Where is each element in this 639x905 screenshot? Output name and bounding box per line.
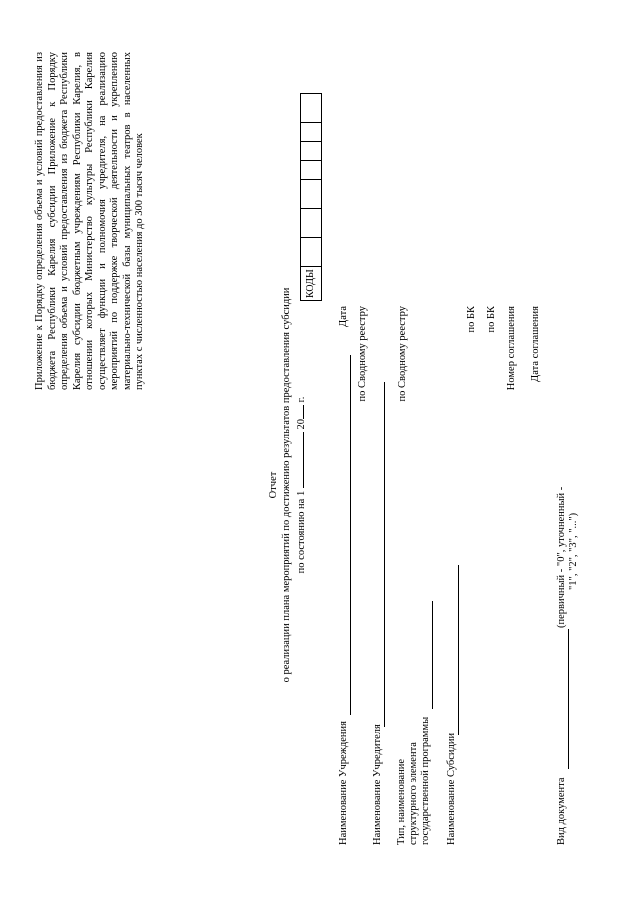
- code-cell-bk2[interactable]: [301, 142, 322, 161]
- code-cell-registry2[interactable]: [301, 180, 322, 209]
- field-institution-label: Наименование Учреждения: [338, 721, 349, 845]
- field-type-label-3: государственной программы: [420, 716, 431, 845]
- label-registry-1: по Сводному реестру: [357, 306, 368, 402]
- label-date: Дата: [338, 306, 349, 327]
- report-title: Отчет: [268, 471, 279, 499]
- date-prefix: по состоянию на 1: [296, 490, 307, 574]
- field-founder-line[interactable]: [384, 382, 385, 727]
- field-subsidy-label: Наименование Субсидии: [446, 732, 457, 845]
- date-year-blank[interactable]: [293, 405, 304, 419]
- date-year-prefix: 20: [296, 419, 307, 430]
- code-cell-bk1[interactable]: [301, 161, 322, 180]
- field-subsidy-line[interactable]: [458, 565, 459, 735]
- field-doc-type-line[interactable]: [568, 629, 569, 769]
- label-bk-2: по БК: [486, 306, 497, 333]
- field-type-label-1: Тип, наименование: [396, 758, 407, 845]
- appendix-header: Приложение к Порядку определения объема и условий предоставления из бюджета Республики Карелия субсидии Приложение к Порядку определения объема и условий предоставления из бюджета Республики Карелия субсидии бюджетным учреждениям Республики Карелия, в отношении которых Министерство культуры Республики Карелия осуществляет функции и полномочия учредителя, на реализацию мероприятий по поддержке творческой деятельности и укреплению материально-технической базы муниципальных театров в населенных пунктах с численностью населения до 300 тысяч человек: [34, 52, 145, 390]
- codes-header-cell: КОДЫ: [301, 267, 322, 301]
- field-founder-label: Наименование Учредителя: [372, 724, 383, 845]
- code-cell-agreement-date[interactable]: [301, 94, 322, 123]
- report-date-line: [293, 265, 309, 705]
- field-doc-type-note-2: "1", "2", "3", "..."): [568, 512, 579, 590]
- field-type-line[interactable]: [432, 601, 433, 709]
- code-cell-agreement-number[interactable]: [301, 123, 322, 142]
- label-registry-2: по Сводному реестру: [397, 306, 408, 402]
- date-day-month-blank[interactable]: [293, 432, 304, 488]
- label-bk-1: по БК: [466, 306, 477, 333]
- codes-table: [300, 93, 322, 301]
- report-subtitle: о реализации плана мероприятий по достижению результатов предоставления субсидии: [280, 287, 292, 683]
- field-institution-line[interactable]: [350, 355, 351, 715]
- code-cell-date[interactable]: [301, 238, 322, 267]
- label-agreement-number: Номер соглашения: [506, 306, 517, 391]
- field-type-label-2: структурного элемента: [408, 742, 419, 845]
- field-doc-type-label: Вид документа: [556, 777, 567, 845]
- field-doc-type-note-1: (первичный - "0", уточненный -: [556, 486, 567, 628]
- label-agreement-date: Дата соглашения: [530, 306, 541, 382]
- code-cell-registry1[interactable]: [301, 209, 322, 238]
- report-title-block: [268, 265, 309, 705]
- date-suffix: г.: [296, 396, 307, 403]
